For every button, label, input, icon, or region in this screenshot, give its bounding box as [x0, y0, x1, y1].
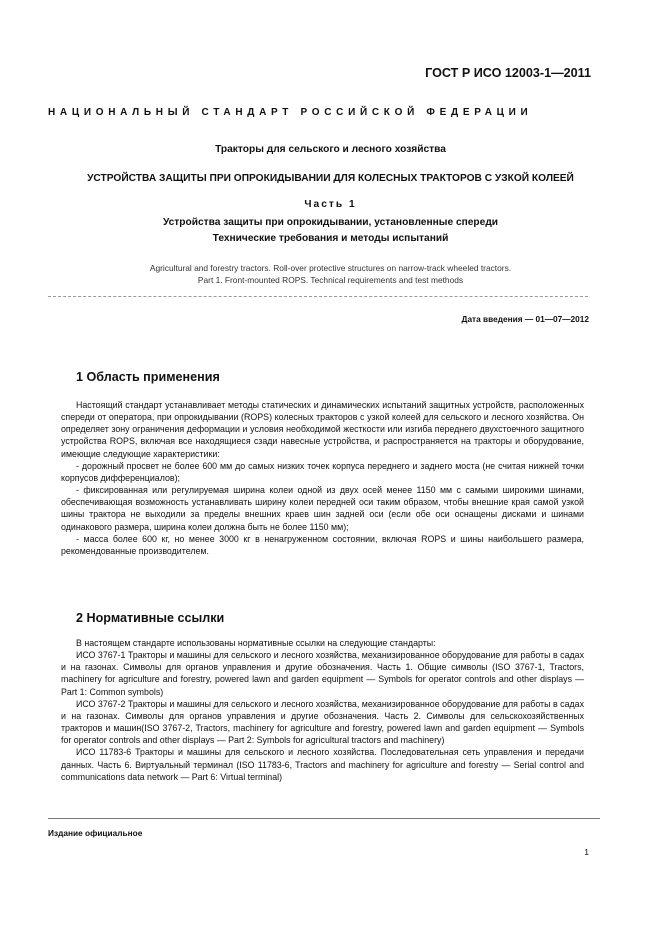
title-divider [48, 296, 588, 297]
introduction-date: Дата введения — 01—07—2012 [461, 314, 589, 324]
footer-divider [48, 818, 600, 819]
section-1-paragraph: - дорожный просвет не более 600 мм до самых низких точек корпуса переднего и заднего моста (не считая нижней точки корпусов дифференциалов); [61, 460, 584, 483]
section-2-paragraph: В настоящем стандарте использованы нормативные ссылки на следующие стандарты: [76, 638, 436, 648]
page-number: 1 [584, 847, 589, 857]
document-title-line1: Тракторы для сельского и лесного хозяйства [215, 144, 446, 155]
document-subtitle-1: Устройства защиты при опрокидывании, установленные спереди [162, 217, 499, 228]
section-1-paragraph: Настоящий стандарт устанавливает методы статических и динамических испытаний защитных устройств, расположенных спереди от оператора, при опрокидывании (ROPS) колесных тракторов с узкой колеей для сельского и лесного хозяйства. Он определяет зону ограничения деформации и условия необходимой жесткости или изгиба переднего двухстоечного защитного устройства ROPS, включая все находящиеся сзади навесные устройства, и распространяется на тракторы и оборудование, имеющие следующие характеристики: [61, 400, 584, 459]
standard-number: ГОСТ Р ИСО 12003-1—2011 [425, 66, 591, 80]
section-2-paragraph: ИСО 11783-6 Тракторы и машины для сельского и лесного хозяйства. Последовательная сеть управления и передачи данных. Часть 6. Виртуальный терминал (ISO 11783-6, Tractors and machinery for agriculture and forestry — Serial control and communications data network — Part 6: Virtual terminal) [61, 747, 584, 782]
section-2-paragraph: ИСО 3767-2 Тракторы и машины для сельского и лесного хозяйства, механизированное оборудование для работы в садах и на газонах. Символы для органов управления и другие обозначения. Часть 2. Символы для сельскохозяйственных тракторов и машин(ISO 3767-2, Tractors, machinery for agriculture and forestry, powered lawn and garden equipment — Symbols for operator controls and other displays — Part 2: Symbols for agricultural tractors and machinery) [61, 698, 584, 746]
document-subtitle-2: Технические требования и методы испытаний [212, 233, 449, 244]
edition-label: Издание официальное [48, 828, 143, 838]
document-part: Часть 1 [304, 199, 357, 210]
section-2-paragraph: ИСО 3767-1 Тракторы и машины для сельского и лесного хозяйства, механизированное оборудование для работы в садах и на газонах. Символы для органов управления и другие обозначения. Часть 1. Общие символы (ISO 3767-1, Tractors, machinery for agriculture and forestry, powered lawn and garden equipment — Symbols for operator controls and other displays — Part 1: Common symbols) [61, 650, 584, 697]
english-title-line2: Part 1. Front-mounted ROPS. Technical requirements and test methods [197, 275, 464, 285]
section-2-heading: 2 Нормативные ссылки [76, 611, 225, 625]
english-title [40, 262, 621, 286]
national-standard-banner: НАЦИОНАЛЬНЫЙ СТАНДАРТ РОССИЙСКОЙ ФЕДЕРАЦИИ [48, 107, 533, 118]
document-title-main: УСТРОЙСТВА ЗАЩИТЫ ПРИ ОПРОКИДЫВАНИИ ДЛЯ КОЛЕСНЫХ ТРАКТОРОВ С УЗКОЙ КОЛЕЕЙ [87, 173, 574, 184]
section-1-paragraph: - масса более 600 кг, но менее 3000 кг в ненагруженном состоянии, включая ROPS и шины наибольшего размера, рекомендованные производителем. [61, 533, 584, 556]
section-2-body [61, 637, 584, 783]
english-title-line1: Agricultural and forestry tractors. Roll-over protective structures on narrow-track wheeled tractors. [149, 263, 512, 273]
section-1-paragraph: - фиксированная или регулируемая ширина колеи одной из двух осей менее 1150 мм с самыми широкими шинами, обеспечивающая возможность устанавливать ширину колеи передней оси таким образом, чтобы внешние края самой узкой шины трактора не выходили за пределы внешних краев шин задней оси (если обе оси оснащены дисками и шинами одинакового размера, ширина колеи должна быть не более 1150 мм); [61, 485, 584, 532]
section-1-body [61, 399, 584, 557]
section-1-heading: 1 Область применения [76, 370, 220, 384]
